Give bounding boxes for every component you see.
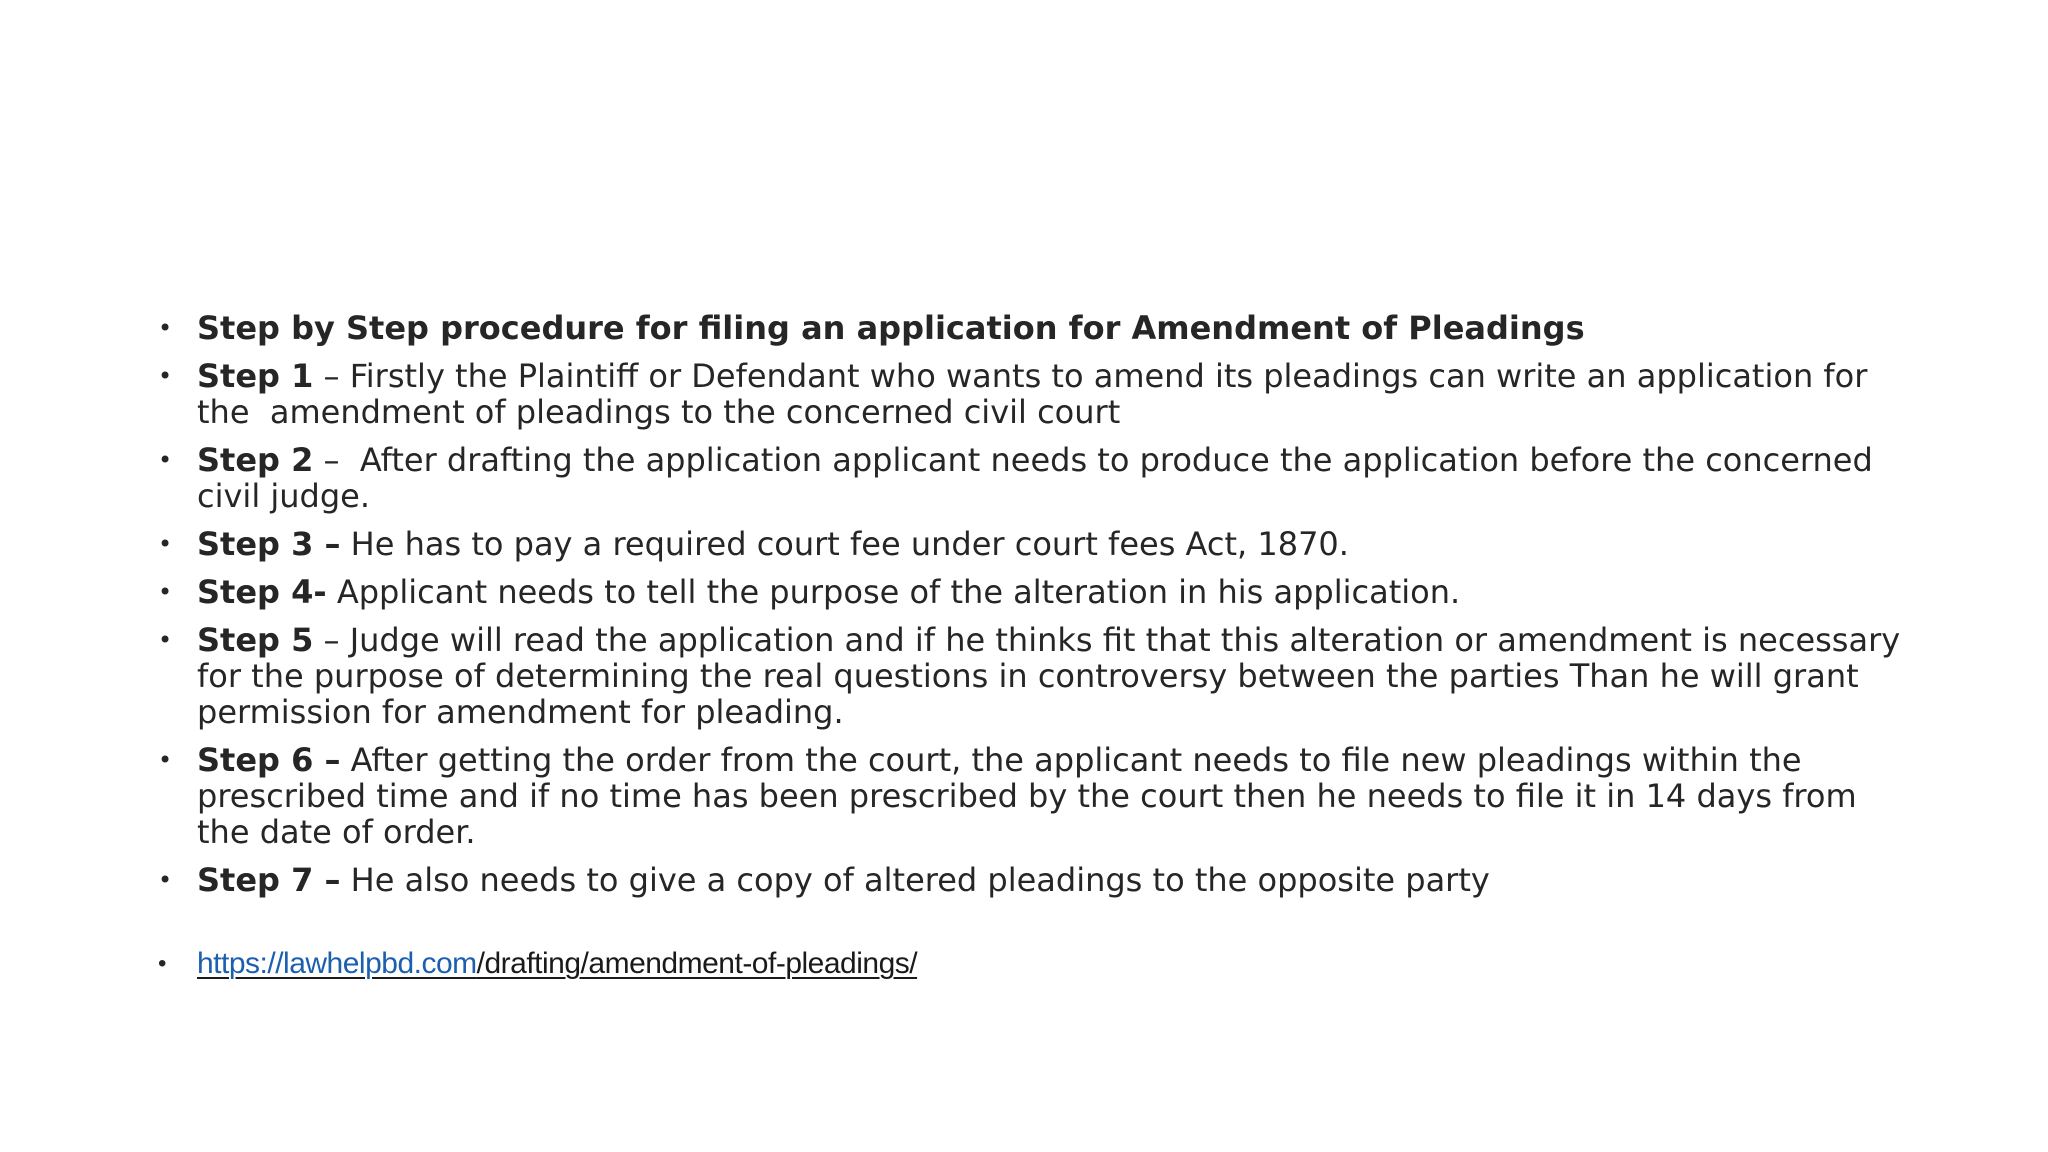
step-text: Applicant needs to tell the purpose of the alteration in his application. [326, 573, 1461, 611]
step-label: Step 5 [197, 621, 314, 659]
bullet-list [152, 310, 1912, 994]
list-item-step-2 [152, 442, 1912, 514]
source-link-path[interactable]: /drafting/amendment-of-pleadings/ [476, 947, 918, 980]
list-item-step-6 [152, 742, 1912, 850]
bullet-icon: • [158, 446, 173, 474]
step-text: He has to pay a required court fee under court fees Act, 1870. [340, 525, 1349, 563]
step-text: He also needs to give a copy of altered pleadings to the opposite party [340, 861, 1490, 899]
step-text: – After drafting the application applicant needs to produce the application before the concerned civil judge. [197, 441, 1873, 515]
step-label: Step 7 – [197, 861, 341, 899]
step-label: Step 1 [197, 357, 314, 395]
list-item-source-link [152, 946, 1912, 982]
list-item-step-5 [152, 622, 1912, 730]
bullet-icon: • [158, 578, 173, 606]
step-label: Step 2 [197, 441, 314, 479]
step-text: After getting the order from the court, the applicant needs to file new pleadings within the prescribed time and if no time has been prescribed by the court then he needs to file it in 14 days from the date of order. [197, 741, 1857, 851]
step-label: Step 3 – [197, 525, 341, 563]
step-label: Step 4- [197, 573, 327, 611]
list-item-step-1 [152, 358, 1912, 430]
list-item-step-7 [152, 862, 1912, 898]
bullet-icon: • [158, 314, 173, 342]
list-item-step-4 [152, 574, 1912, 610]
list-item-heading [152, 310, 1912, 346]
bullet-icon: • [158, 530, 173, 558]
step-label: Step 6 – [197, 741, 341, 779]
procedure-heading: Step by Step procedure for filing an application for Amendment of Pleadings [197, 309, 1585, 347]
step-text: – Firstly the Plaintiff or Defendant who wants to amend its pleadings can write an application for the amendment of pleadings to the concerned civil court [197, 357, 1868, 431]
bullet-icon: • [158, 746, 173, 774]
bullet-icon: • [158, 950, 166, 977]
source-link[interactable] [197, 947, 917, 980]
bullet-icon: • [158, 362, 173, 390]
list-item-step-3 [152, 526, 1912, 562]
bullet-icon: • [158, 866, 173, 894]
source-link-domain[interactable]: https://lawhelpbd.com [197, 947, 477, 980]
bullet-icon: • [158, 626, 173, 654]
step-text: – Judge will read the application and if he thinks fit that this alteration or amendment is necessary for the purpose of determining the real questions in controversy between the parties Than he will grant permission for amendment for pleading. [197, 621, 1901, 731]
